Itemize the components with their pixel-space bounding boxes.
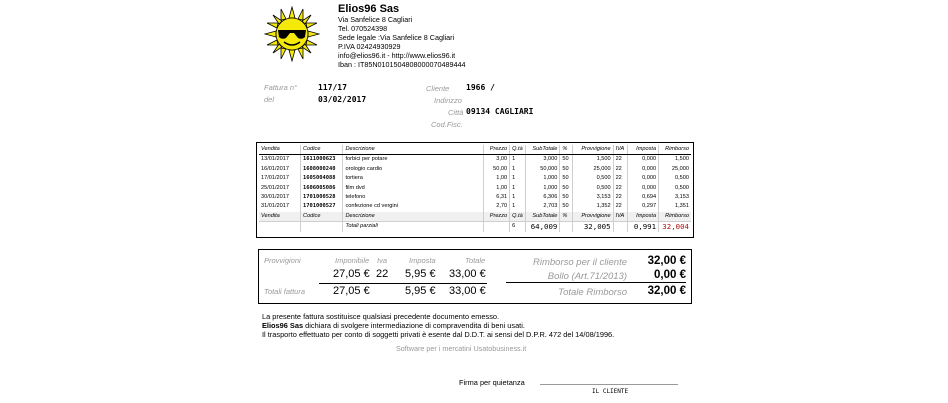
cell-vendita: 13/01/2017 (259, 155, 301, 165)
footer-line-2-text: dichiara di svolgere intermediazione di compravendita di beni usati. (303, 321, 525, 330)
cell-rimborso: 0,500 (675, 184, 689, 191)
table-row (259, 165, 691, 174)
cell-rimborso: 25,000 (671, 165, 689, 172)
signature-label: Firma per quietanza (459, 378, 525, 387)
software-credit: Software per i mercatini Usatobusiness.it (396, 344, 527, 353)
footer-line-3: Il trasporto effettuato per conto di soggetti privati è esente dal D.D.T. ai sensi del D.P.R. 472 del 14/08/1996. (262, 330, 615, 339)
totali-fattura-label: Totali fattura (264, 287, 305, 296)
col-qta: Q.tà (510, 145, 526, 155)
cell-perc: 50 (560, 193, 573, 202)
cell-prezzo: 1,00 (483, 174, 510, 183)
cell-rimborso: 0,500 (675, 175, 689, 182)
cell-prezzo: 50,00 (483, 165, 510, 174)
col-provvigione: Provvigione (573, 145, 613, 155)
cell-descrizione: film dvd (343, 184, 483, 193)
cell-provvigione: 1,352 (573, 202, 613, 211)
cell-descrizione: orologio cardio (343, 165, 483, 174)
totals-box (258, 249, 692, 304)
cell-subtotale: 1,000 (525, 184, 560, 193)
cell-prezzo: 1,00 (483, 184, 510, 193)
signature-line (540, 384, 678, 385)
cell-provvigione: 0,500 (573, 184, 613, 193)
tot-imposta-value: 5,95 € (405, 285, 436, 297)
cell-rimborso: 3,153 (675, 194, 689, 201)
cell-imposta: 0,297 (628, 202, 659, 211)
imposta-label: Imposta (409, 256, 436, 265)
cell-perc: 50 (560, 155, 573, 165)
foot-col-codice: Codice (301, 212, 343, 222)
invoice-date: 03/02/2017 (318, 95, 367, 104)
foot-col-vendita: Vendita (259, 212, 301, 222)
table-header-row (259, 145, 691, 155)
table-row (259, 202, 691, 211)
foot-col-descrizione: Descrizione (343, 212, 483, 222)
table-row (259, 193, 691, 202)
cell-provvigione: 25,000 (573, 165, 613, 174)
cell-vendita: 31/01/2017 (259, 202, 301, 211)
cell-perc: 50 (560, 202, 573, 211)
partial-totals-label: Totali parziali (343, 222, 483, 232)
partial-rimborso: 32,004 (659, 222, 691, 232)
bollo-value: 0,00 € (654, 269, 686, 281)
cell-subtotale: 3,000 (525, 155, 560, 165)
foot-col-imposta: Imposta (628, 212, 659, 222)
cell-qta: 1 (510, 155, 526, 165)
client-signature-label: IL CLIENTE (592, 388, 629, 395)
rimborso-divider (506, 282, 686, 283)
company-contacts: info@elios96.it - http://www.elios96.it (338, 51, 456, 60)
cell-vendita: 17/01/2017 (259, 174, 301, 183)
cell-imposta: 0,000 (628, 184, 659, 193)
client-city: 09134 CAGLIARI (466, 107, 534, 116)
partial-qty: 6 (510, 222, 526, 232)
col-prezzo: Prezzo (483, 145, 510, 155)
cell-codice: 1605004088 (301, 174, 343, 183)
foot-col-perc: % (560, 212, 573, 222)
col-rimborso: Rimborso (659, 145, 691, 155)
col-imposta: Imposta (628, 145, 659, 155)
cell-provvigione: 3,153 (573, 193, 613, 202)
col-descrizione: Descrizione (343, 145, 483, 155)
company-vat: P.IVA 02424930929 (338, 42, 401, 51)
cell-iva: 22 (613, 193, 628, 202)
cell-codice: 1606005086 (301, 184, 343, 193)
cell-codice: 1611000623 (301, 155, 343, 165)
cell-iva: 22 (613, 165, 628, 174)
cell-qta: 1 (510, 184, 526, 193)
cell-descrizione: telefono (343, 193, 483, 202)
iva-value: 22 (376, 268, 389, 280)
invoice-number-label: Fattura n° (264, 83, 298, 92)
iva-label: Iva (377, 256, 388, 265)
company-phone: Tel. 070524398 (338, 24, 388, 33)
cell-rimborso: 1,351 (675, 203, 689, 210)
table-row (259, 155, 691, 165)
cell-qta: 1 (510, 202, 526, 211)
cell-iva: 22 (613, 174, 628, 183)
empty-cell (560, 222, 573, 232)
cell-descrizione: tortiera (343, 174, 483, 183)
cell-codice: 1608000240 (301, 165, 343, 174)
rimborso-label: Rimborso per il cliente (533, 257, 627, 268)
cell-codice: 1701000527 (301, 202, 343, 211)
items-table-box (256, 142, 694, 238)
table-row (259, 174, 691, 183)
totale-rimborso-label: Totale Rimborso (558, 287, 627, 298)
table-row (259, 184, 691, 193)
cell-subtotale: 50,000 (525, 165, 560, 174)
foot-col-subtotale: SubTotale (525, 212, 560, 222)
cell-codice: 1701000528 (301, 193, 343, 202)
items-table (259, 145, 691, 232)
col-subtotale: SubTotale (525, 145, 560, 155)
cell-subtotale: 6,306 (525, 193, 560, 202)
empty-cell (301, 222, 343, 232)
cell-descrizione: confezione cd vergini (343, 202, 483, 211)
invoice-number: 117/17 (318, 83, 347, 92)
cell-perc: 50 (560, 174, 573, 183)
empty-cell (613, 222, 628, 232)
bollo-label: Bollo (Art.71/2013) (547, 271, 627, 282)
cell-perc: 50 (560, 184, 573, 193)
col-codice: Codice (301, 145, 343, 155)
cell-subtotale: 2,703 (525, 202, 560, 211)
cell-vendita: 16/01/2017 (259, 165, 301, 174)
cell-provvigione: 0,500 (573, 174, 613, 183)
cell-subtotale: 1,000 (525, 174, 560, 183)
cell-imposta: 0,694 (628, 193, 659, 202)
partial-provvigione: 32,005 (573, 222, 613, 232)
totale-value: 33,00 € (449, 268, 486, 280)
city-label: Città (448, 108, 464, 117)
tot-imponibile-value: 27,05 € (333, 285, 370, 297)
foot-col-rimborso: Rimborso (659, 212, 691, 222)
company-name: Elios96 Sas (338, 3, 400, 15)
cell-qta: 1 (510, 174, 526, 183)
cell-prezzo: 3,00 (483, 155, 510, 165)
imponibile-label: Imponibile (335, 256, 370, 265)
totals-divider (319, 283, 487, 284)
col-iva: IVA (613, 145, 628, 155)
imposta-value: 5,95 € (405, 268, 436, 280)
address-label: Indirizzo (434, 96, 462, 105)
company-address: Via Sanfelice 8 Cagliari (338, 15, 413, 24)
foot-col-provvigione: Provvigione (573, 212, 613, 222)
cell-imposta: 0,000 (628, 165, 659, 174)
cell-iva: 22 (613, 155, 628, 165)
client-label: Cliente (426, 84, 450, 93)
foot-col-prezzo: Prezzo (483, 212, 510, 222)
totale-label: Totale (465, 256, 486, 265)
footer-line-1: La presente fattura sostituisce qualsiasi precedente documento emesso. (262, 312, 500, 321)
client-code: 1966 / (466, 83, 495, 92)
cell-descrizione: forbici per potare (343, 155, 483, 165)
cell-prezzo: 6,31 (483, 193, 510, 202)
table-footer-header-row (259, 212, 691, 222)
footer-company-name: Elios96 Sas (262, 321, 304, 330)
col-perc: % (560, 145, 573, 155)
company-legal-seat: Sede legale :Via Sanfelice 8 Cagliari (338, 33, 455, 42)
cell-qta: 1 (510, 193, 526, 202)
totale-rimborso-value: 32,00 € (647, 285, 686, 297)
partial-subtotal: 64,009 (525, 222, 560, 232)
cell-vendita: 25/01/2017 (259, 184, 301, 193)
fiscal-code-label: Cod.Fisc. (431, 120, 463, 129)
foot-col-qta: Q.tà (510, 212, 526, 222)
cell-prezzo: 2,70 (483, 202, 510, 211)
provvigioni-label: Provvigioni (264, 256, 301, 265)
cell-qta: 1 (510, 165, 526, 174)
imponibile-value: 27,05 € (333, 268, 370, 280)
cell-imposta: 0,000 (628, 155, 659, 165)
invoice-date-label: del (264, 95, 275, 104)
company-iban: Iban : IT85N0101504808000070489444 (338, 60, 466, 69)
cell-provvigione: 1,500 (573, 155, 613, 165)
cell-imposta: 0,000 (628, 174, 659, 183)
partial-totals-row (259, 222, 691, 232)
empty-cell (483, 222, 510, 232)
cell-perc: 50 (560, 165, 573, 174)
cell-iva: 22 (613, 202, 628, 211)
footer-line-2 (262, 321, 525, 330)
cell-vendita: 30/01/2017 (259, 193, 301, 202)
cell-iva: 22 (613, 184, 628, 193)
empty-cell (259, 222, 301, 232)
partial-imposta: 0,991 (628, 222, 659, 232)
tot-totale-value: 33,00 € (449, 285, 486, 297)
sun-logo-icon (264, 6, 320, 62)
rimborso-value: 32,00 € (647, 255, 686, 267)
cell-rimborso: 1,500 (675, 156, 689, 163)
col-vendita: Vendita (259, 145, 301, 155)
foot-col-iva: IVA (613, 212, 628, 222)
